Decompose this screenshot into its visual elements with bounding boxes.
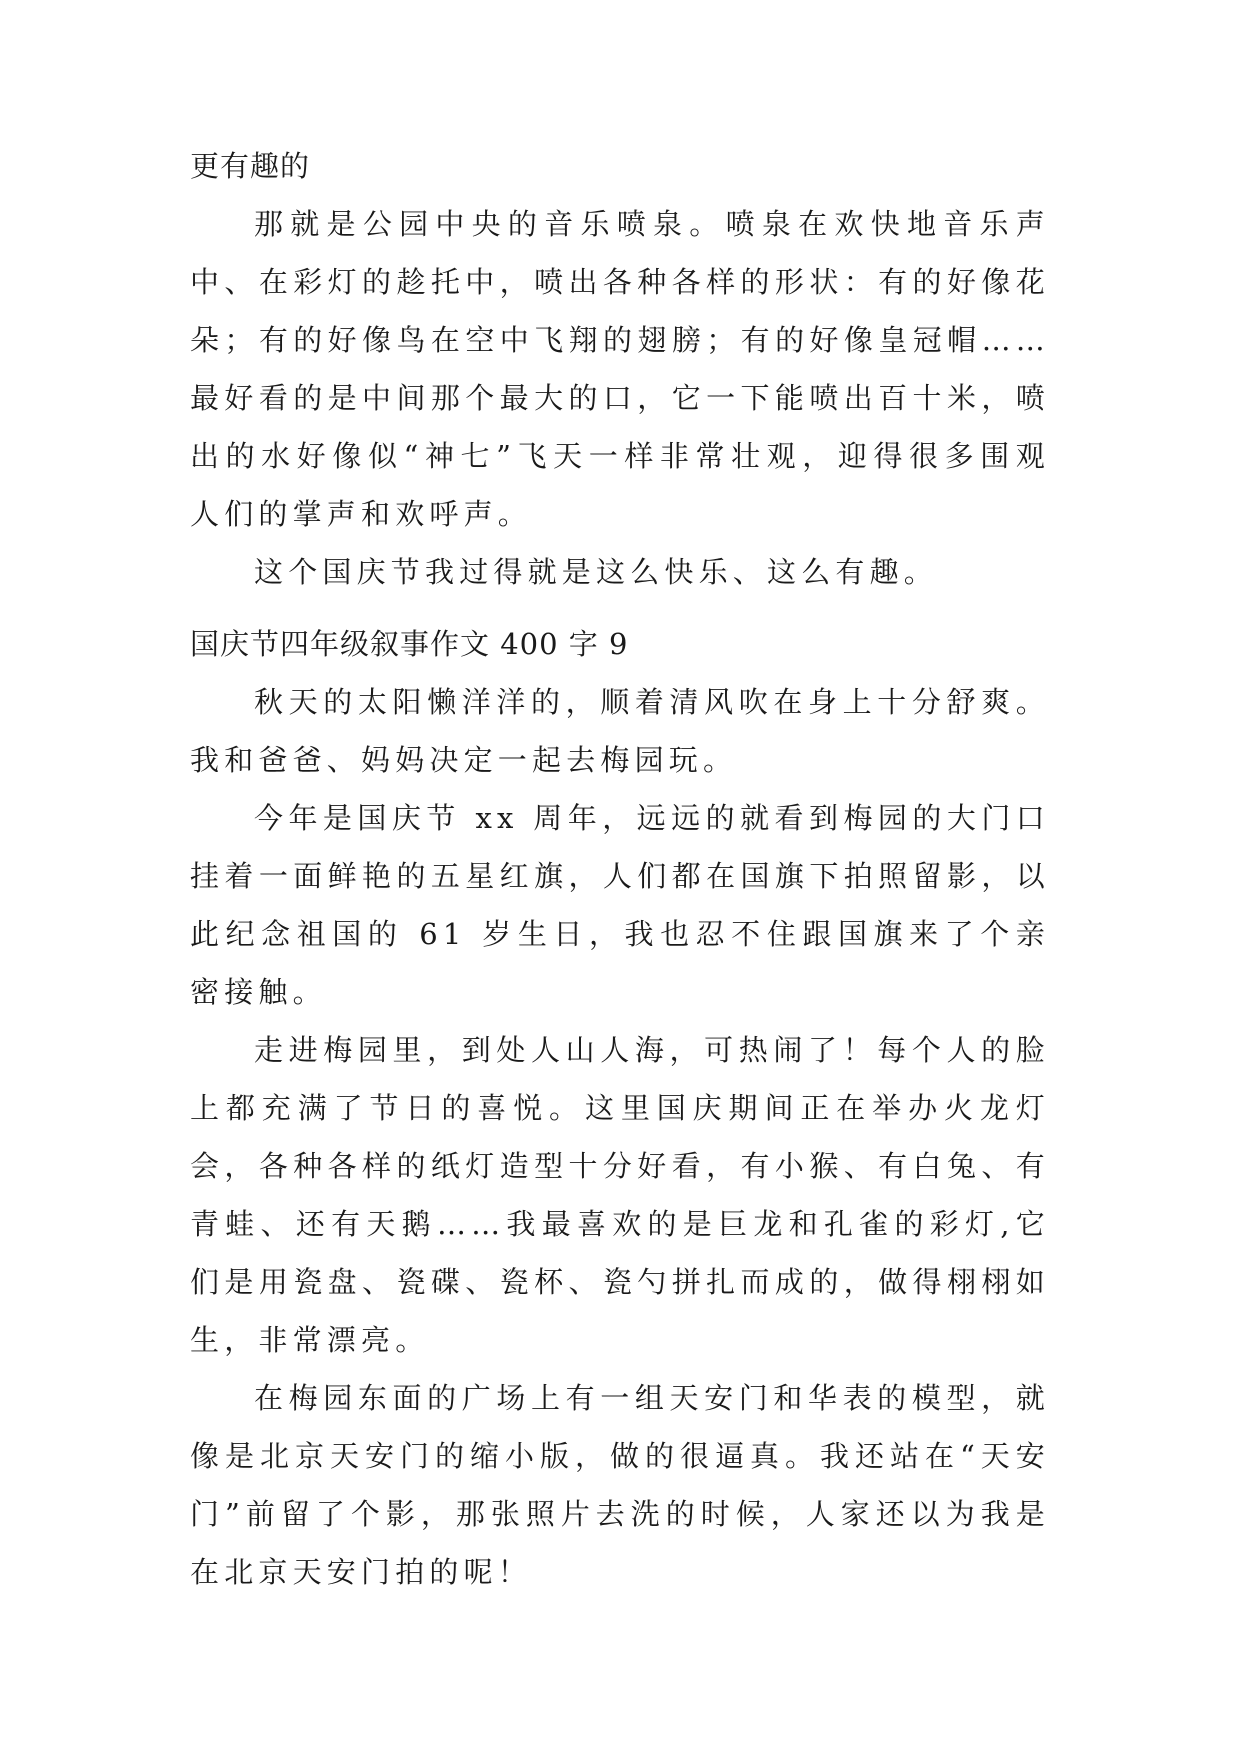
- section-a-paragraph-2: 这个国庆节我过得就是这么快乐、这么有趣。: [254, 555, 939, 589]
- section-b-paragraph-1: 秋天的太阳懒洋洋的，顺着清风吹在身上十分舒爽。我和爸爸、妈妈决定一起去梅园玩。: [190, 685, 1050, 777]
- section-b: [190, 615, 1050, 1601]
- section-b-paragraph-4: 在梅园东面的广场上有一组天安门和华表的模型，就像是北京天安门的缩小版，做的很逼真。我还站在“天安门”前留了个影，那张照片去洗的时候，人家还以为我是在北京天安门拍的呢！: [190, 1381, 1050, 1589]
- section-b-paragraph-2: 今年是国庆节 xx 周年，远远的就看到梅园的大门口挂着一面鲜艳的五星红旗，人们都在国旗下拍照留影，以此纪念祖国的 61 岁生日，我也忍不住跟国旗来了个亲密接触。: [190, 801, 1050, 1009]
- section-a-paragraph-1: 那就是公园中央的音乐喷泉。喷泉在欢快地音乐声中、在彩灯的趁托中，喷出各种各样的形状：有的好像花朵；有的好像鸟在空中飞翔的翅膀；有的好像皇冠帽……最好看的是中间那个最大的口，它一下能喷出百十米，喷出的水好像似“神七”飞天一样非常壮观，迎得很多围观人们的掌声和欢呼声。: [190, 207, 1050, 531]
- section-b-paragraph-3: 走进梅园里，到处人山人海，可热闹了！每个人的脸上都充满了节日的喜悦。这里国庆期间正在举办火龙灯会，各种各样的纸灯造型十分好看，有小猴、有白兔、有青蛙、还有天鹅……我最喜欢的是巨龙和孔雀的彩灯,它们是用瓷盘、瓷碟、瓷杯、瓷勺拼扎而成的，做得栩栩如生，非常漂亮。: [190, 1033, 1050, 1357]
- section-a: [190, 137, 1050, 601]
- section-a-tail-heading: 更有趣的: [190, 149, 311, 183]
- section-b-title: 国庆节四年级叙事作文 400 字 9: [190, 627, 629, 661]
